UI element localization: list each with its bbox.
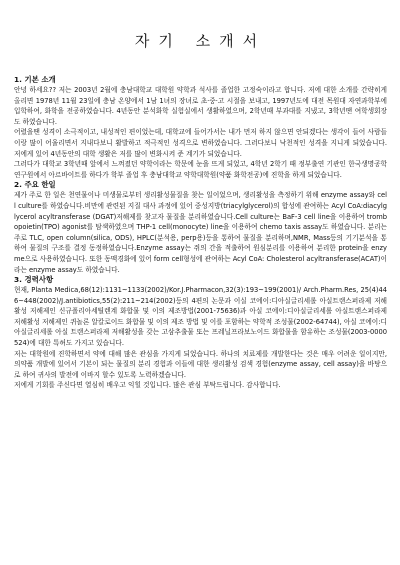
body-paragraph: 어렸을땐 성격이 소극적이고, 내성적인 편이었는데, 대학교에 들어가서는 내가 먼저 하지 않으면 안되겠다는 생각이 들어 사람들이랑 많이 어울리면서 지내다보니 활발하고 적극적인 성격으로 변하였습니다. 그러다보니 낙천적인 성격을 지니게 되었습니다. 저에게 있어 4년동안의 대학 생활은 저를 많이 변화시켜 준 계기가 되었습니다.	[14, 128, 387, 158]
section-basic-intro	[14, 75, 387, 180]
document-title: 자기 소개서	[134, 32, 267, 50]
body-paragraph: 현재, Planta Medica,68(12):1131~1133(2002)/Kor.J.Pharmacon,32(3):193~199(2001)/ Arch.Pharm.Res, 25(4)446~448(2002)/J.antibiotics,55(2):211~214(2002)등의 4편의 논문과 이실 코에이:디아실글리세롤 아실트랜스퍼라제 저해활성 저해제인 신규폴리아세틸렌계 화합물 및 이의 제조방법(2001-75636)과 아실 코에이:디아실글리세롤 아실트랜스퍼라제 저해활성 저해제인 퀴놀론 알칼로이드 화합물 및 이의 제조 방법 및 이를 포함하는 약학적 조성물(2002-64744), 아실 코에이:디아실글리세롤 아실 트랜스퍼라제 저해활성을 갖는 고삼추출물 또는 프레닐프라보노이드 화합물을 함유하는 조성물(2003-0000524)에 대한 특허도 가지고 있습니다.	[14, 286, 387, 348]
section-career	[14, 275, 387, 391]
body-paragraph: 저에게 기회를 주신다면 열심히 배우고 익힐 것입니다. 많은 관심 부탁드립니다. 감사합니다.	[14, 381, 281, 390]
body-paragraph: 안녕 하세요?? 저는 2003년 2월에 충남대학교 대학원 약학과 석사를 졸업한 고정숙이라고 합니다. 저에 대한 소개를 간략히게 올리면 1978년 11월 23일에 충남 온양에서 1남 1녀의 장녀로 초·중·고 시절을 보내고, 1997년도에 대전 목원대 자연과학부에 입학하여, 화학을 전공하였습니다. 4년동안 분석화학 실험실에서 생활하였으며, 2학년때 부과대를 지냈고, 3학년땐 여학생회장도 하였습니다.	[14, 86, 387, 126]
section-heading: 1. 기본 소개	[14, 75, 56, 84]
section-main-work	[14, 180, 387, 275]
section-heading: 2. 주요 한일	[14, 180, 56, 190]
body-paragraph: 제가 주로 한 일은 천연물이나 미생물로부터 생리활성물질을 찾는 일이었으며, 생리활성을 측정하기 위해 enzyme assay와 cell culture를 하였습니다.비만에 관련된 지질 대사 과정에 있어 중성지방(triacylglycerol)의 합성에 관여하는 Acyl CoA:diacylglycerol acyltransferase (DGAT)저해제를 찾고자 물질을 분리하였습니다.Cell culture는 BaF-3 cell line을 이용하여 trombopoietin(TPO) agonist를 탐색하였으며 THP-1 cell(monocyte) line을 이용하여 chemo taxis assay도 하였습니다. 분리는 주로 TLC, open column(silica, ODS), HPLC(분석용, perp용)등을 통하여 물질을 분리하며,NMR, Mass등의 기기분석을 통하여 물질의 구조를 결정 동정하였습니다.Enzyme assay는 쥐의 간을 적출하여 원심분리를 이용하여 분리한 protein을 enzyme으로 사용하였습니다. 또한 동맥경화에 있어 form cell형성에 관여하는 Acyl CoA: Cholesterol acyltransferase(ACAT)이라는 enzyme assay도 하였습니다.	[14, 191, 387, 274]
body-paragraph: 저는 대학원에 진학하면서 약에 대해 많은 관심을 가지게 되었습니다. 하나의 치료제를 개발한다는 것은 매우 어려운 일이지만, 의약품 개발에 있어서 기본이 되는 물질의 분리 경험과 이들에 대한 생리활성 검색 경험(enzyme assay, cell assay)을 바탕으로 하여 귀사의 발전에 이바지 할수 있도록 노력하겠습니다.	[14, 349, 387, 379]
section-heading: 3. 경력사항	[14, 275, 54, 285]
body-paragraph: 그러다가 대학교 3학년때 앞에서 느껴졌던 약학이라는 학문에 눈을 뜨게 되었고, 4학년 2학기 때 정부출연 기관인 한국생명공학연구원에서 아르바이트를 하다가 학부 졸업 후 충남대학교 약학대학원(약품 화학전공)에 진학을 하게 되었습니다.	[14, 160, 387, 179]
